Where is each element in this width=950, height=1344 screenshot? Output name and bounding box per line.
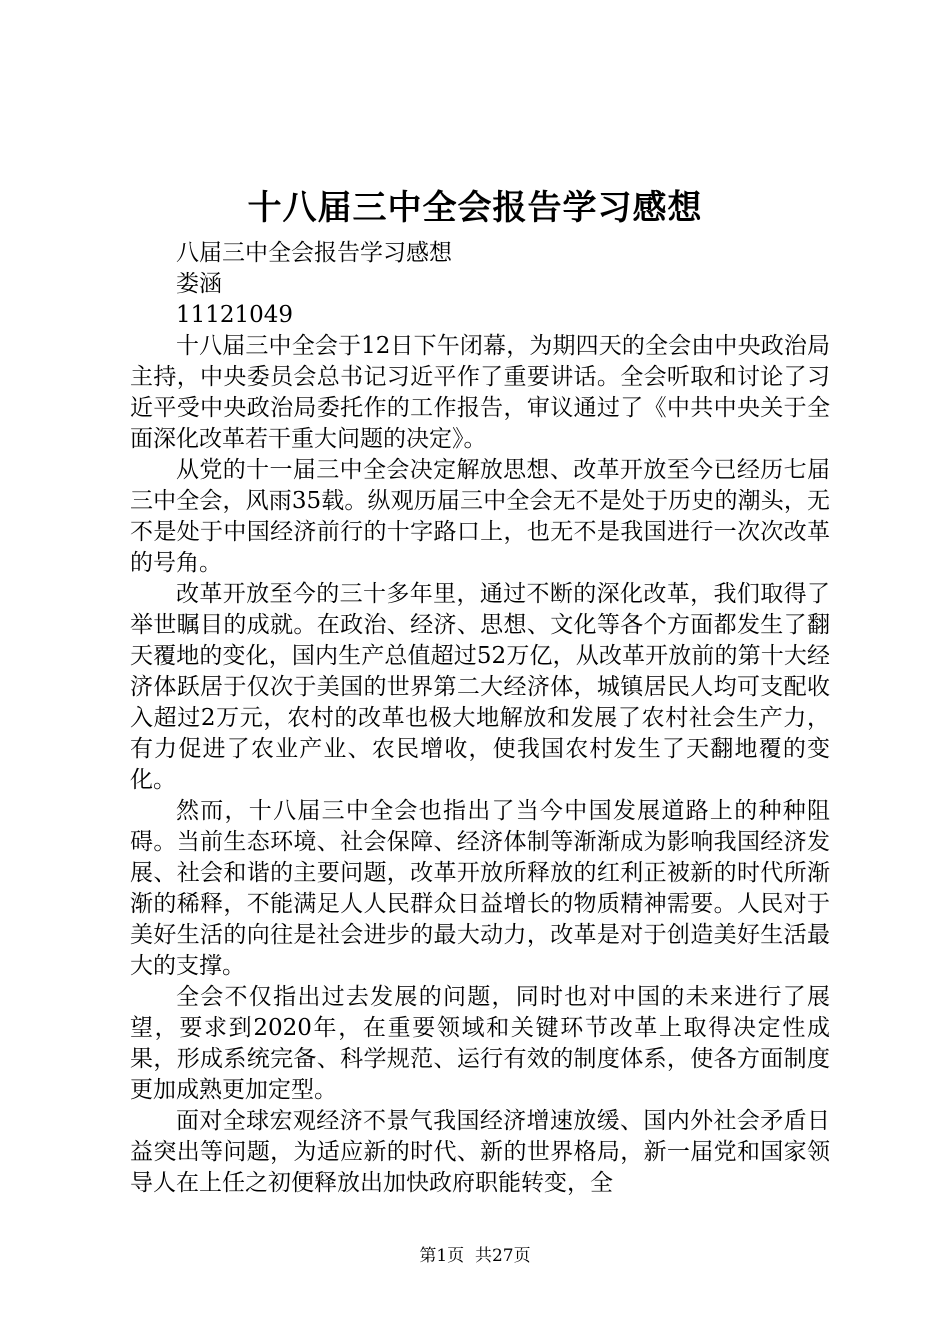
page-number: 第1页 共27页 — [419, 1246, 531, 1266]
document-body — [130, 238, 830, 1199]
document-subtitle: 八届三中全会报告学习感想 — [176, 240, 452, 266]
paragraph: 然而，十八届三中全会也指出了当今中国发展道路上的种种阻碍。当前生态环境、社会保障、经济体制等渐渐成为影响我国经济发展、社会和谐的主要问题，改革开放所释放的红利正被新的时代所渐渐的稀释，不能满足人人民群众日益增长的物质精神需要。人民对于美好生活的向往是社会进步的最大动力，改革是对于创造美好生活最大的支撑。 — [130, 798, 830, 979]
paragraph: 从党的十一届三中全会决定解放思想、改革开放至今已经历七届三中全会，风雨35载。纵观历届三中全会无不是处于历史的潮头，无不是处于中国经济前行的十字路口上，也无不是我国进行一次次改革的号角。 — [130, 457, 830, 576]
student-id: 11121049 — [176, 302, 294, 328]
paragraph: 十八届三中全会于12日下午闭幕，为期四天的全会由中央政治局主持，中央委员会总书记习近平作了重要讲话。全会听取和讨论了习近平受中央政治局委托作的工作报告，审议通过了《中共中央关于全面深化改革若干重大问题的决定》。 — [130, 333, 830, 452]
author-name: 娄涵 — [176, 271, 222, 297]
document-title: 十八届三中全会报告学习感想 — [247, 188, 703, 228]
paragraph: 面对全球宏观经济不景气我国经济增速放缓、国内外社会矛盾日益突出等问题，为适应新的时代、新的世界格局，新一届党和国家领导人在上任之初便释放出加快政府职能转变，全 — [130, 1108, 830, 1196]
paragraph: 改革开放至今的三十多年里，通过不断的深化改革，我们取得了举世瞩目的成就。在政治、经济、思想、文化等各个方面都发生了翻天覆地的变化，国内生产总值超过52万亿，从改革开放前的第十大经济体跃居于仅次于美国的世界第二大经济体，城镇居民人均可支配收入超过2万元，农村的改革也极大地解放和发展了农村社会生产力，有力促进了农业产业、农民增收，使我国农村发生了天翻地覆的变化。 — [130, 581, 830, 793]
paragraph: 全会不仅指出过去发展的问题，同时也对中国的未来进行了展望，要求到2020年，在重要领域和关键环节改革上取得决定性成果，形成系统完备、科学规范、运行有效的制度体系，使各方面制度更加成熟更加定型。 — [130, 984, 830, 1103]
page-footer — [0, 1244, 950, 1268]
